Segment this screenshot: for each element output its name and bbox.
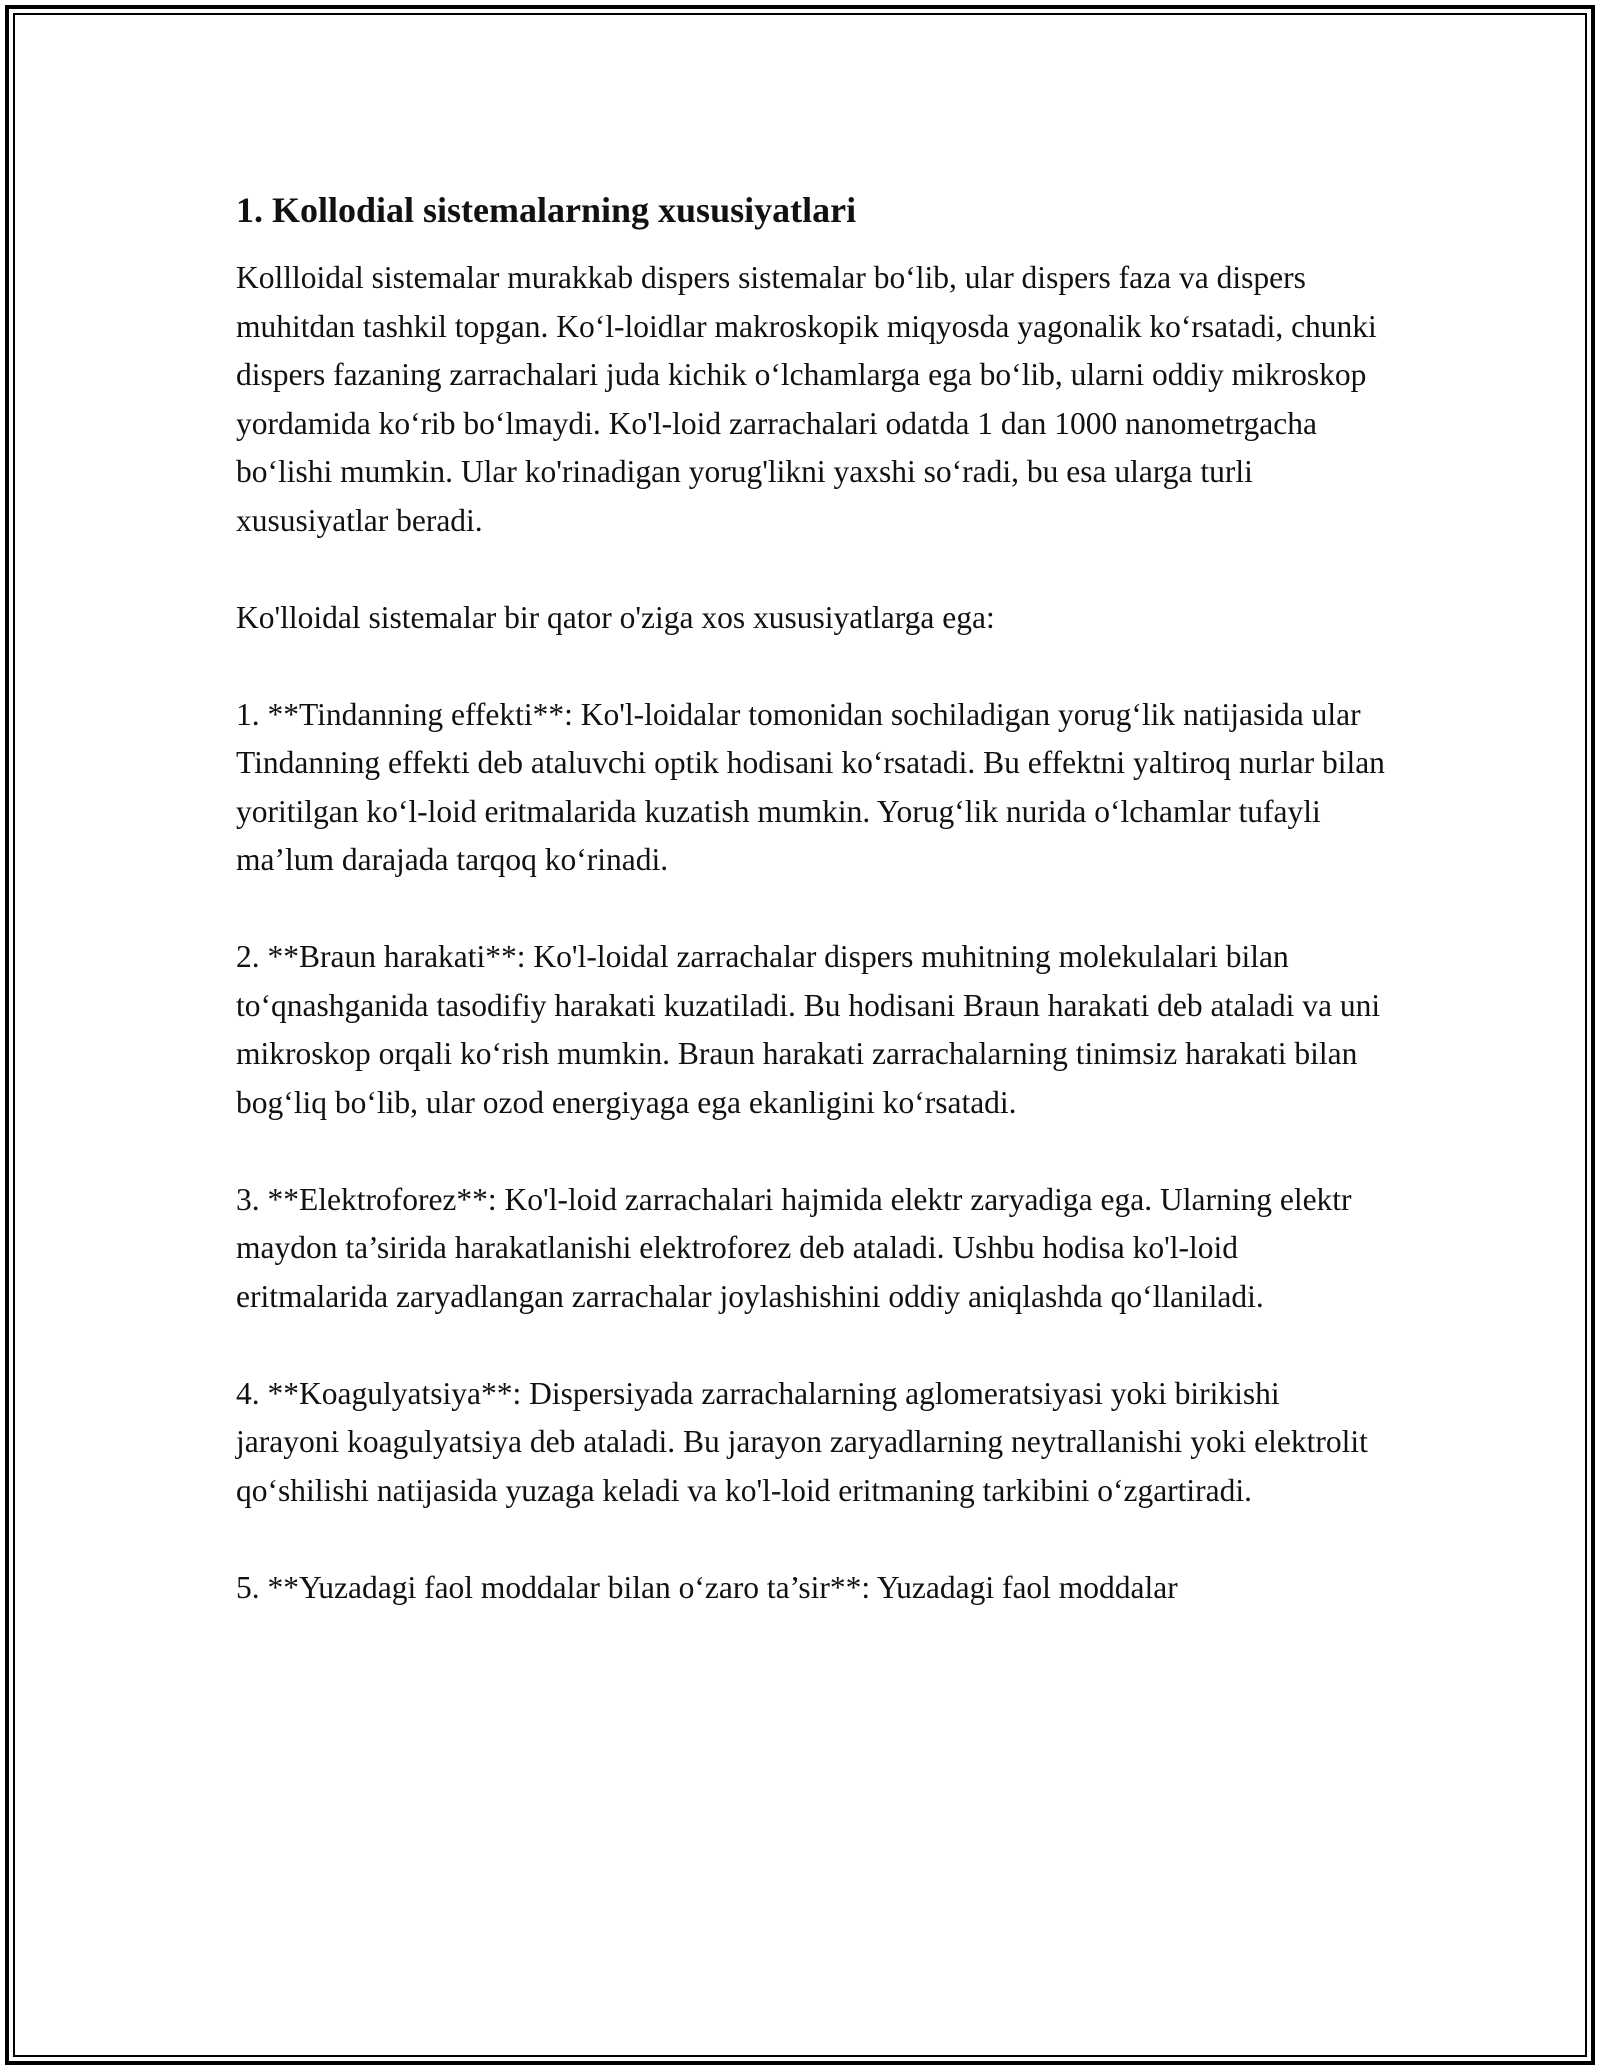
- page-title: 1. Kollodial sistemalarning xususiyatlari: [236, 190, 857, 230]
- property-coagulation-paragraph: 4. **Koagulyatsiya**: Dispersiyada zarrachalarning aglomeratsiyasi yoki birikishi jarayoni koagulyatsiya deb ataladi. Bu jarayon zaryadlarning neytrallanishi yoki elektrolit qo‘shilishi natijasida yuzaga keladi va ko'l-loid eritmaning tarkibini o‘zgartiradi.: [236, 1375, 1368, 1508]
- property-brownian-paragraph: 2. **Braun harakati**: Ko'l-loidal zarrachalar dispers muhitning molekulalari bilan to‘qnashganida tasodifiy harakati kuzatiladi. Bu hodisani Braun harakati deb ataladi va uni mikroskop orqali ko‘rish mumkin. Braun harakati zarrachalarning tinimsiz harakati bilan bog‘liq bo‘lib, ular ozod energiyaga ega ekanligini ko‘rsatadi.: [236, 939, 1381, 1120]
- properties-lead-paragraph: Ko'lloidal sistemalar bir qator o'ziga xos xususiyatlarga ega:: [236, 599, 995, 635]
- property-surfactant-paragraph: 5. **Yuzadagi faol moddalar bilan o‘zaro ta’sir**: Yuzadagi faol moddalar: [236, 1569, 1178, 1605]
- intro-paragraph: Kollloidal sistemalar murakkab dispers sistemalar bo‘lib, ular dispers faza va dispers muhitdan tashkil topgan. Ko‘l-loidlar makroskopik miqyosda yagonalik ko‘rsatadi, chunki dispers fazaning zarrachalari juda kichik o‘lchamlarga ega bo‘lib, ularni oddiy mikroskop yordamida ko‘rib bo‘lmaydi. Ko'l-loid zarrachalari odatda 1 dan 1000 nanometrgacha bo‘lishi mumkin. Ular ko'rinadigan yorug'likni yaxshi so‘radi, bu esa ularga turli xususiyatlar beradi.: [236, 260, 1377, 538]
- document-page: [236, 186, 1386, 1661]
- property-electrophoresis-paragraph: 3. **Elektroforez**: Ko'l-loid zarrachalari hajmida elektr zaryadiga ega. Ularning elektr maydon ta’sirida harakatlanishi elektroforez deb ataladi. Ushbu hodisa ko'l-loid eritmalarida zaryadlangan zarrachalar joylashishini oddiy aniqlashda qo‘llaniladi.: [236, 1181, 1352, 1314]
- property-tyndall-paragraph: 1. **Tindanning effekti**: Ko'l-loidalar tomonidan sochiladigan yorug‘lik natijasida ular Tindanning effekti deb ataluvchi optik hodisani ko‘rsatadi. Bu effektni yaltiroq nurlar bilan yoritilgan ko‘l-loid eritmalarida kuzatish mumkin. Yorug‘lik nurida o‘lchamlar tufayli ma’lum darajada tarqoq ko‘rinadi.: [236, 696, 1385, 877]
